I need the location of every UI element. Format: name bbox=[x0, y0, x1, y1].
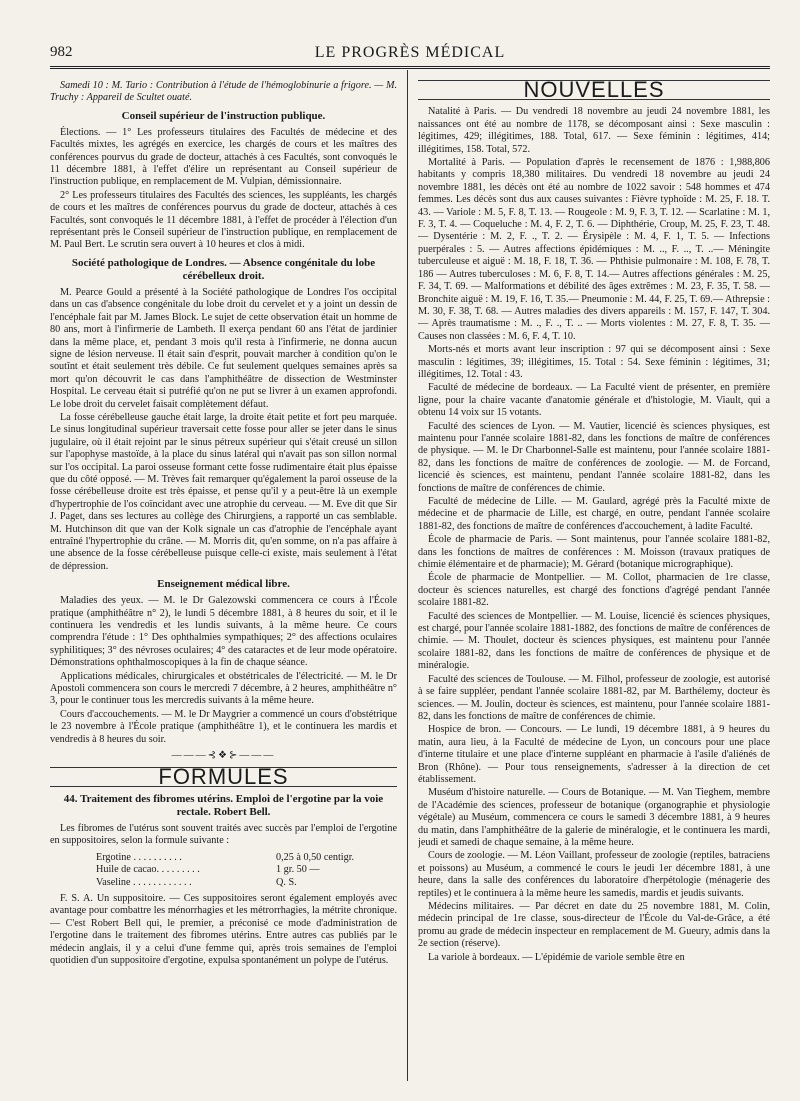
paragraph-accouchements: Cours d'accouchements. — M. le Dr Maygrier a commencé un cours d'obstétrique le 23 novembre à l'École pratique (amphithéâtre 1), et le continuera les mardis et vendredis à 8 heures du soir. bbox=[50, 708, 397, 745]
paragraph-morts-nes: Morts-nés et morts avant leur inscription : 97 qui se décomposent ainsi : Sexe masculin : légitimes, 39; illégitimes, 15. Total : 54. Sexe féminin : légitimes, 31; illégitimes, 12. Total : 43. bbox=[418, 344, 770, 380]
formula-row bbox=[96, 877, 366, 889]
formula-ingredient: Huile de cacao. . . . . . . . . bbox=[96, 864, 200, 876]
left-column bbox=[50, 80, 397, 1083]
paragraph-lyon: Faculté des sciences de Lyon. — M. Vautier, licencié ès sciences physiques, est maintenu pour l'année scolaire 1881-82, dans les fonctions de maître de conférences de physique. — M. le Dr Charbonnel-Salle est maintenu, pour l'année scolaire 1881-82, dans les fonctions de maître de conférences de zoologie. — M. de Forcand, licencié ès sciences, est maintenu, pendant l'année scolaire 1881-82, dans les fonctions de maître de conférences de chimie. bbox=[418, 420, 770, 494]
formula-block bbox=[96, 852, 397, 889]
paragraph-medecins-militaires: Médecins militaires. — Par décret en date du 25 novembre 1881, M. Colin, médecin principal de 1re classe, sous-directeur de l'École du Val-de-Grâce, a été promu au grade de médecin inspecteur en remplacement de M. Gueury, admis dans la 2e section (réserve). bbox=[418, 901, 770, 950]
heading-traitement: 44. Traitement des fibromes utérins. Emploi de l'ergotine par la voie rectale. Robert Bell. bbox=[63, 792, 384, 818]
paragraph-maladies-yeux: Maladies des yeux. — M. le Dr Galezowski commencera ce cours à l'École pratique (amphithéâtre n° 2), le lundi 5 décembre 1881, à 8 heures du soir, et il le continuera les vendredis et les lundis suivants, à la même heure. Ce cours comprendra l'étude : 1° Des ophthalmies sympathiques; 2° des affections oculaires syphilitiques; 3° des névroses oculaires; 4° des cataractes et de leur mode opératoire. Démonstrations ophthalmoscopiques à la fin de chaque séance. bbox=[50, 595, 397, 669]
paragraph-elections-2: 2° Les professeurs titulaires des Facultés des sciences, les suppléants, les chargés de cours et les maîtres de conférences pourvus du grade de docteur, attachés à ces Facultés, sont convoqués le 11 décembre 1881, à l'effet de procéder à l'élection d'un représentant près le Conseil supérieur de l'instruction publique, en remplacement de M. Paul Bert. Le scrutin sera ouvert à 10 heures et clos à midi. bbox=[50, 189, 397, 251]
ornament-divider: ———⊰❖⊱——— bbox=[171, 750, 276, 762]
paragraph-fsa: F. S. A. Un suppositoire. — Ces suppositoires seront également employés avec avantage pour combattre les ménorrhagies et les métrorrhagies, la métrite chronique. — C'est Robert Bell qui, le premier, a préconisé ce mode d'administration de l'ergotine dans le traitement des fibromes utérins. Entre autres cas publiés par le médecin anglais, il y a celui d'une femme qui, après trois semaines de l'emploi quotidien d'un suppositoire d'ergotine, expulsa spontanément un polype de l'utérus. bbox=[50, 892, 397, 966]
formules-title: FORMULES bbox=[50, 767, 397, 787]
running-head bbox=[50, 44, 770, 66]
formula-dose: Q. S. bbox=[276, 876, 297, 888]
thesis-list-paragraph: Samedi 10 : M. Tario : Contribution à l'étude de l'hémoglobinurie a frigore. — M. Truchy : Appareil de Scultet ouaté. bbox=[50, 80, 397, 104]
formula-dose: 1 gr. 50 — bbox=[276, 864, 320, 876]
paragraph-museum: Muséum d'histoire naturelle. — Cours de Botanique. — M. Van Tieghem, membre de l'Académie des sciences, professeur de botanique (organographie et physiologie végétale) au Muséum, commencera ce cours le samedi 3 décembre 1881, à 9 heures du matin, dans l'amphithéâtre de la galerie de minéralogie, et le continuera les mardi, jeudi et samedi de chaque semaine, à la même heure. bbox=[418, 787, 770, 848]
paragraph-applications: Applications médicales, chirurgicales et obstétricales de l'électricité. — M. le Dr Apostoli commencera son cours le mercredi 7 décembre, à 2 heures, amphithéâtre n° 3, pour le continuer tous les mercredis suivants à la même heure. bbox=[50, 670, 397, 707]
paragraph-fosse: La fosse cérébelleuse gauche était large, la droite était petite et fort peu marquée. Le sinus longitudinal supérieur traversait cette fosse pour aller se jeter dans le sinus jugulaire, où il était rejoint par le sinus pétreux supérieur qui s'était creusé un sillon sur l'apophyse mastoïde, à la place du sinus latéral qui n'avait pas son sillon normal sur l'os occipital. La paroi osseuse formant cette fosse rudimentaire était plus épaisse que du côté opposé. — M. Trèves fait remarquer qu'également la paroi osseuse de la fosse cérébelleuse droite est très épaisse, et pense qu'il y a peut-être là un exemple d'hypertrophie de l'os coïncidant avec une atrophie du cerveau. — M. Eve dit que Sir J. Paget, dans ses lectures au collège des Chirurgiens, a rapporté un cas semblable. M. Hutchinson dit que van der Kolk signale un cas d'atrophie de l'encéphale ayant entraîné l'hypertrophie du crâne. — M. Morris dit, qu'en somme, on n'a pas affaire à une absence de la fosse cérébelleuse puisque celle-ci existe, mais seulement à l'état de dépression. bbox=[50, 411, 397, 572]
paragraph-sciences-montpellier: Faculté des sciences de Montpellier. — M. Louise, licencié ès sciences physiques, est chargé, pour l'année scolaire 1881-1882, des fonctions de maître de conférences de chimie. — M. Thoulet, docteur ès sciences physiques, est maintenu pour l'année scolaire 1881-82, dans les fonctions de maître de conférences de physique et de minéralogie. bbox=[418, 610, 770, 672]
nouvelles-title: NOUVELLES bbox=[418, 80, 770, 100]
heading-enseignement: Enseignement médical libre. bbox=[157, 578, 290, 591]
paragraph-lille: Faculté de médecine de Lille. — M. Gaulard, agrégé près la Faculté mixte de médecine et de pharmacie de Lille, est chargé, en outre, pendant l'année scolaire 1881-82, des fonctions de maître de conférences d'accouchement, à ladite Faculté. bbox=[418, 496, 770, 532]
paragraph-variole: La variole à bordeaux. — L'épidémie de variole semble être en bbox=[428, 951, 685, 963]
paragraph-fibromes: Les fibromes de l'utérus sont souvent traités avec succès par l'emploi de l'ergotine en suppositoires, selon la formule suivante : bbox=[50, 822, 397, 847]
paragraph-zoologie: Cours de zoologie. — M. Léon Vaillant, professeur de zoologie (reptiles, batraciens et poissons) au Muséum, a commencé le cours le jeudi 1er décembre 1881, à une heure, dans la salle des conférences du laboratoire d'herpétologie (ménagerie des reptiles) et le continuera à la même heure les samedis, mardis et jeudis suivants. bbox=[418, 850, 770, 899]
formula-row bbox=[96, 864, 366, 876]
page-number: 982 bbox=[50, 44, 73, 60]
paragraph-mortalite: Mortalité à Paris. — Population d'après le recensement de 1876 : 1,988,806 habitants y compris 18,380 militaires. Du vendredi 18 novembre au jeudi 24 novembre 1881, les décès ont été au nombre de 1022 savoir : 548 hommes et 474 femmes. Les décès sont dus aux causes suivantes : Fièvre typhoïde : M. 25, F. 18. T. 43. — Variole : M. 5, F. 8, T. 13. — Rougeole : M. 9, F. 3, T. 12. — Scarlatine : M. 1, F. 3, T. 4. — Coqueluche : M. 4, F. 2, T. 6. — Diphthérie, Croup, M. 25, F. 23, T. 48. — Dysentérie : M. 2, F. ., T. 2. — Érysipèle : M. 4, F. 1, T. 5. — Infections puerpérales : 5. — Autres affections épidémiques : M. .., F. .., T. ..— Méningite tuberculeuse et aiguë : M. 18, F. 18, T. 36. — Phthisie pulmonaire : M. 108, F. 78, T. 186 — Autres tuberculoses : M. 6, F. 8, T. 14.— Autres affections générales : M. 25, F. 34, T. 69. — Malformations et débilité des âges extrêmes : M. 23, F. 35, T. 58. — Bronchite aiguë : M. 19, F. 16, T. 35.— Pneumonie : M. 44, F. 25, T. 69.— Athrepsie : M. 30, F. 38, T. 68. — Autres maladies des divers appareils : M. 157, F. 147, T. 304. — Après traumatisme : M. ., F. ., T. .. — Morts violentes : M. 27, F. 8, T. 35. — Causes non classées : M. 6, F. 4, T. 10. bbox=[418, 157, 770, 342]
heading-societe: Société pathologique de Londres. — Absence congénitale du lobe cérébelleux droit. bbox=[71, 256, 376, 282]
paragraph-bordeaux: Faculté de médecine de bordeaux. — La Faculté vient de présenter, en première ligne, pour la chaire vacante d'anatomie générale et d'histologie, M. Viault, qui a obtenu 14 voix sur 15 votants. bbox=[418, 382, 770, 419]
paragraph-toulouse: Faculté des sciences de Toulouse. — M. Filhol, professeur de zoologie, est autorisé à se faire suppléer, pendant l'année scolaire 1881-82, par M. Barthélemy, docteur ès sciences. — M. Joulin, docteur ès sciences, est maintenu, pour l'année scolaire 1881-82, dans les fonctions de maître de conférences de chimie. bbox=[418, 673, 770, 722]
header-rule bbox=[50, 66, 770, 69]
right-column bbox=[418, 80, 770, 1083]
paragraph-natalite: Natalité à Paris. — Du vendredi 18 novembre au jeudi 24 novembre 1881, les naissances ont été au nombre de 1178, se décomposant ainsi : Sexe masculin : légitimes, 429; illégitimes, 188. Total, 617. — Sexe féminin : légitimes, 414; illégitimes, 158. Total, 572. bbox=[418, 106, 770, 155]
formula-row bbox=[96, 852, 366, 864]
paragraph-pharmacie-paris: École de pharmacie de Paris. — Sont maintenus, pour l'année scolaire 1881-82, dans les fonctions de maîtres de conférences : M. Moisson (travaux pratiques de chimie élémentaire et de pharmacie); M. Gérard (botanique micrographique). bbox=[418, 534, 770, 571]
paragraph-bron: Hospice de bron. — Concours. — Le lundi, 19 décembre 1881, à 9 heures du matin, aura lieu, à la Faculté de médecine de Lyon, un concours pour une place d'interne titulaire et une place d'interne suppléant en pharmacie à l'asile d'aliénés de Bron (Rhône). — Pour tous renseignements, s'adresser à la direction de cet établissement. bbox=[418, 724, 770, 785]
column-divider bbox=[407, 70, 408, 1081]
heading-conseil: Conseil supérieur de l'instruction publique. bbox=[121, 109, 326, 122]
formula-ingredient: Vaseline . . . . . . . . . . . . bbox=[96, 876, 192, 888]
formula-dose: 0,25 à 0,50 centigr. bbox=[276, 851, 355, 863]
journal-title: LE PROGRÈS MÉDICAL bbox=[314, 44, 506, 61]
paragraph-gould: M. Pearce Gould a présenté à la Société pathologique de Londres l'os occipital dans un cas d'absence congénitale du lobe droit du cervelet et y a joint un dessin de l'encéphale fait par M. James Block. Le sujet de cette observation était un homme de 80 ans, mort à l'infirmerie de Lambeth. Il exerça pendant 60 ans l'état de jardinier dans la même place, et, pendant 3 mois qu'il resta à l'infirmerie, ne donna aucun signe de lésion nerveuse. Il était sain d'esprit, pouvait marcher à condition qu'on le soutînt et était seulement très débile. Ce fut seulement quelques semaines après sa mort qu'on découvrit le cas dans l'amphithéâtre de dissection de Westminster Hospital. Le cerveau était si putréfié qu'on ne put se livrer à un examen approfondi. Le lobe droit du cervelet faisait complètement défaut. bbox=[50, 286, 397, 410]
paragraph-elections: Élections. — 1° Les professeurs titulaires des Facultés de médecine et des Facultés mixtes, les agrégés en exercice, les chargés de cours et les maîtres des conférences pourvus du grade de docteur, attachés à ces Facultés, sont convoqués le 11 décembre 1881, à l'effet d'élire un représentant au Conseil supérieur de l'instruction publique, en remplacement de M. Vulpian, démissionnaire. bbox=[50, 126, 397, 188]
paragraph-pharmacie-montpellier: École de pharmacie de Montpellier. — M. Collot, pharmacien de 1re classe, docteur ès sciences naturelles, est chargé des fonctions d'agrégé pendant l'année scolaire 1881-82. bbox=[418, 572, 770, 609]
formula-ingredient: Ergotine . . . . . . . . . . bbox=[96, 851, 182, 863]
